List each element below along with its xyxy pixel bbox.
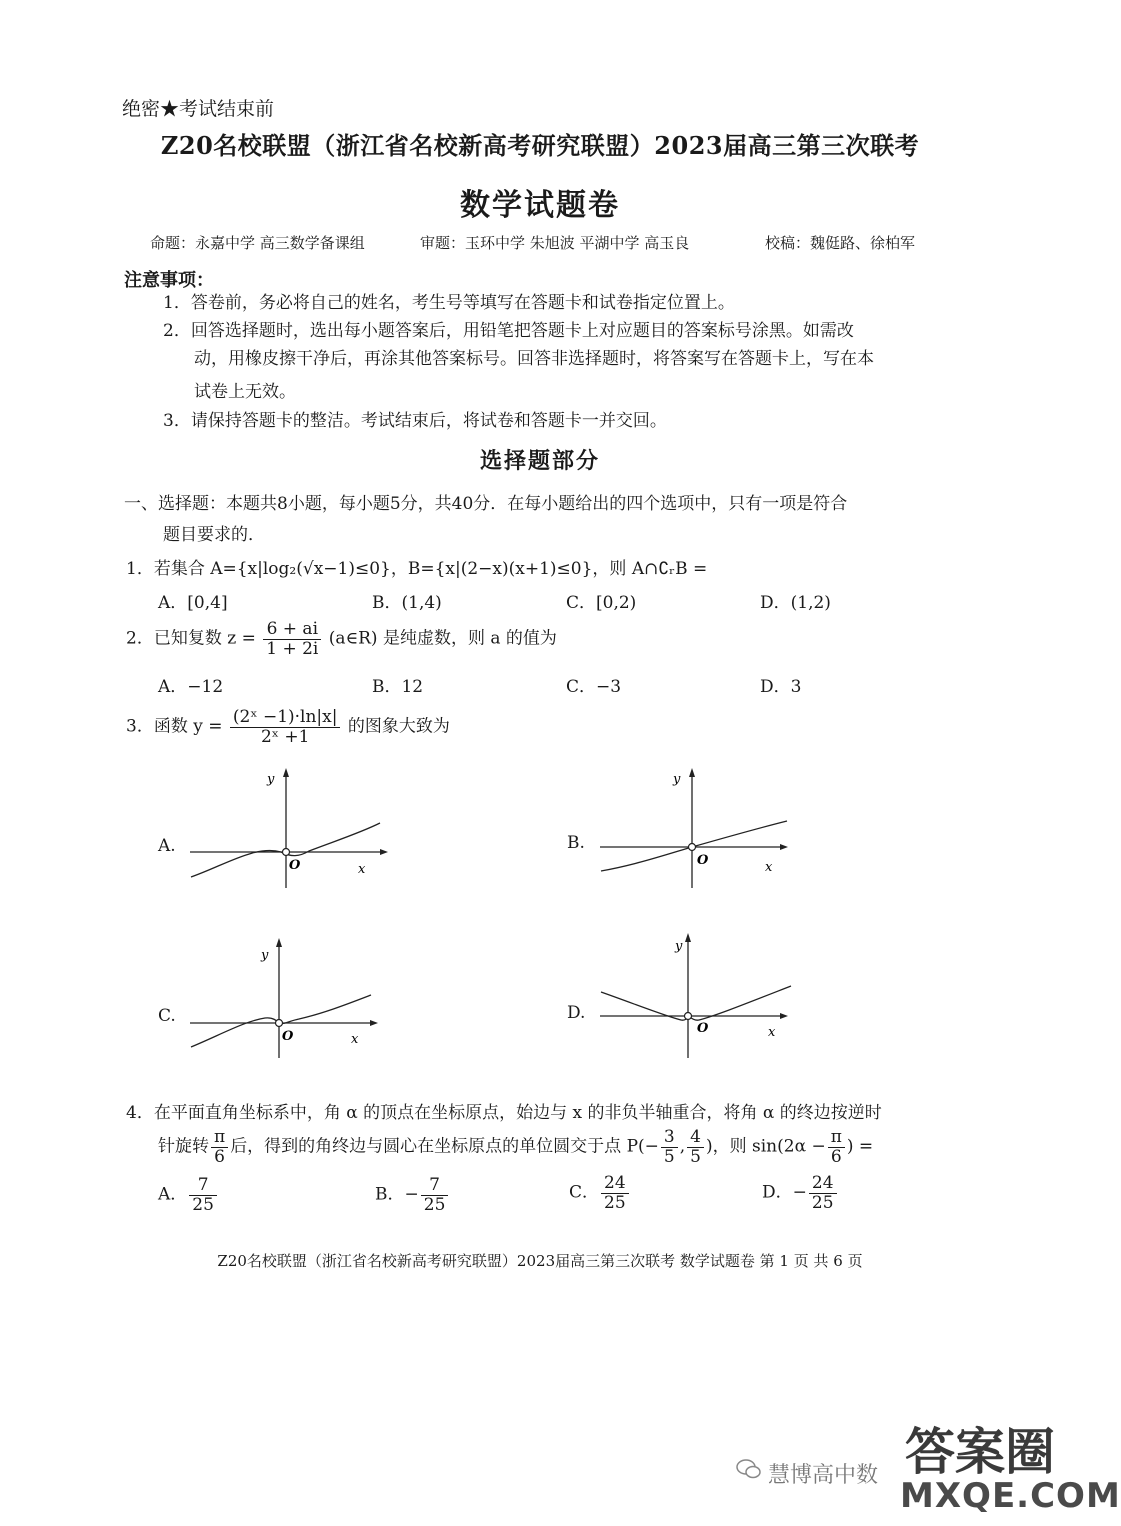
- q4-option-d: [762, 1174, 839, 1212]
- option-label: B．: [375, 1184, 405, 1205]
- q1-option-c: C．[0,2): [566, 593, 637, 613]
- q2-prefix: 2．已知复数 z =: [126, 628, 256, 649]
- q4-end: ) =: [846, 1136, 874, 1157]
- frac-den: 25: [811, 1192, 834, 1213]
- watermark-account: 慧博高中数: [768, 1463, 879, 1488]
- frac-den: 6: [830, 1146, 842, 1167]
- graph-b-x-label: x: [765, 860, 773, 875]
- notice-item: 3．请保持答题卡的整洁。考试结束后，将试卷和答题卡一并交回。: [163, 411, 667, 431]
- frac-den: 25: [423, 1194, 446, 1215]
- q1-option-d: D．(1,2): [760, 593, 831, 613]
- q4-mid: 后，得到的角终边与圆心在坐标原点的单位圆交于点 P(−: [230, 1136, 659, 1157]
- frac-num: 7: [421, 1176, 449, 1196]
- q2-suffix: (a∈R) 是纯虚数，则 a 的值为: [328, 628, 557, 649]
- exam-title: Z20名校联盟（浙江省名校新高考研究联盟）2023届高三第三次联考: [160, 131, 920, 160]
- section-intro: 一、选择题：本题共8小题，每小题5分，共40分．在每小题给出的四个选项中，只有一项是符合: [124, 494, 848, 514]
- graph-c: [185, 935, 395, 1060]
- q3-option-c: C.: [158, 1006, 176, 1026]
- frac-den: 6: [214, 1146, 225, 1167]
- q4-option-c: [569, 1174, 631, 1212]
- frac-den: 5: [690, 1146, 701, 1167]
- question-1: 1．若集合 A={x|log₂(√x−1)≤0}，B={x|(2−x)(x+1)≤0}，则 A∩∁ᵣB =: [126, 559, 708, 579]
- frac-num: 3: [661, 1128, 678, 1148]
- option-fraction: [601, 1174, 629, 1212]
- graph-a-y-label: y: [267, 772, 275, 787]
- credit-setter: 命题：永嘉中学 高三数学备课组: [150, 234, 365, 252]
- page-footer: Z20名校联盟（浙江省名校新高考研究联盟）2023届高三第三次联考 数学试题卷 第 1 页 共 6 页: [217, 1252, 863, 1270]
- q4-px-fraction: [661, 1128, 678, 1166]
- q2-fraction: [263, 620, 321, 658]
- credit-proof: 校稿：魏侹路、徐柏军: [765, 234, 916, 252]
- question-4-line2: [158, 1128, 873, 1166]
- section-title: 选择题部分: [479, 448, 600, 474]
- q2-option-d: D．3: [760, 677, 802, 697]
- q3-option-d: D.: [567, 1003, 586, 1023]
- confidential-label: 绝密★考试结束前: [122, 98, 275, 120]
- frac-den: 25: [604, 1192, 626, 1213]
- option-sign: −: [404, 1184, 419, 1205]
- frac-num: 7: [189, 1176, 217, 1196]
- frac-num: π: [828, 1128, 845, 1148]
- frac-den: 25: [192, 1194, 214, 1215]
- graph-d-origin: O: [697, 1021, 709, 1036]
- graph-d-y-label: y: [675, 939, 683, 954]
- q1-option-a: A．[0,4]: [158, 593, 228, 613]
- frac-num: 24: [601, 1174, 629, 1194]
- option-label: C．: [569, 1182, 600, 1203]
- q4-prefix: 针旋转: [158, 1136, 209, 1157]
- notice-item: 动，用橡皮擦干净后，再涂其他答案标号。回答非选择题时，将答案写在答题卡上，写在本: [194, 349, 874, 369]
- q2-frac-den: 1 + 2i: [266, 638, 319, 659]
- frac-den: 5: [663, 1146, 675, 1167]
- graph-b-origin: O: [697, 853, 709, 868]
- graph-b-y-label: y: [673, 772, 681, 787]
- graph-a-origin: O: [289, 858, 301, 873]
- q4-rotation-fraction: [211, 1128, 228, 1166]
- graph-a: [185, 765, 395, 890]
- q4-comma: ,: [679, 1136, 686, 1157]
- frac-num: 4: [687, 1128, 704, 1148]
- option-sign: −: [792, 1182, 807, 1203]
- q3-frac-num: (2ˣ −1)·ln|x|: [230, 708, 341, 728]
- q2-option-a: A．−12: [158, 677, 224, 697]
- graph-c-x-label: x: [351, 1032, 359, 1047]
- graph-d-x-label: x: [768, 1025, 776, 1040]
- watermark-site: MXQE.COM: [900, 1476, 1121, 1516]
- graph-d: [595, 930, 805, 1060]
- q2-option-b: B．12: [372, 677, 424, 697]
- notice-title: 注意事项：: [124, 270, 214, 291]
- option-fraction: [189, 1176, 217, 1214]
- option-label: A．: [158, 1184, 188, 1205]
- notice-item: 试卷上无效。: [194, 382, 296, 402]
- question-3: [126, 708, 450, 746]
- q4-option-b: [375, 1176, 450, 1214]
- q3-suffix: 的图象大致为: [347, 716, 450, 737]
- q3-frac-den: 2ˣ +1: [260, 726, 310, 747]
- exam-subtitle: 数学试题卷: [460, 188, 620, 223]
- q4-end-fraction: [828, 1128, 845, 1166]
- q1-option-b: B．(1,4): [372, 593, 442, 613]
- option-label: D．: [762, 1182, 793, 1203]
- graph-b: [595, 765, 800, 890]
- notice-item: 2．回答选择题时，选出每小题答案后，用铅笔把答题卡上对应题目的答案标号涂黑。如需改: [163, 321, 854, 341]
- q3-option-b: B.: [567, 833, 585, 853]
- q4-option-a: [158, 1176, 219, 1214]
- watermark-logo: 答案圈: [905, 1423, 1055, 1481]
- option-fraction: [809, 1174, 837, 1212]
- frac-num: 24: [809, 1174, 837, 1194]
- credit-reviewer: 审题：玉环中学 朱旭波 平湖中学 高玉良: [420, 234, 690, 252]
- q4-py-fraction: [687, 1128, 704, 1166]
- q2-option-c: C．−3: [566, 677, 622, 697]
- frac-num: π: [211, 1128, 228, 1148]
- section-intro: 题目要求的．: [163, 525, 265, 545]
- q4-close: )，则 sin(2α −: [705, 1136, 826, 1157]
- graph-a-x-label: x: [358, 862, 366, 877]
- q3-option-a: A.: [158, 836, 176, 856]
- wechat-icon: [736, 1458, 762, 1480]
- q3-fraction: [230, 708, 341, 746]
- notice-item: 1．答卷前，务必将自己的姓名，考生号等填写在答题卡和试卷指定位置上。: [163, 293, 735, 313]
- question-4-line1: 4．在平面直角坐标系中，角 α 的顶点在坐标原点，始边与 x 的非负半轴重合，将角 α 的终边按逆时: [126, 1103, 882, 1123]
- graph-c-origin: O: [282, 1029, 294, 1044]
- q2-frac-num: 6 + ai: [263, 620, 321, 640]
- q3-prefix: 3．函数 y =: [126, 716, 223, 737]
- option-fraction: [421, 1176, 449, 1214]
- question-2: [126, 620, 557, 658]
- graph-c-y-label: y: [261, 948, 269, 963]
